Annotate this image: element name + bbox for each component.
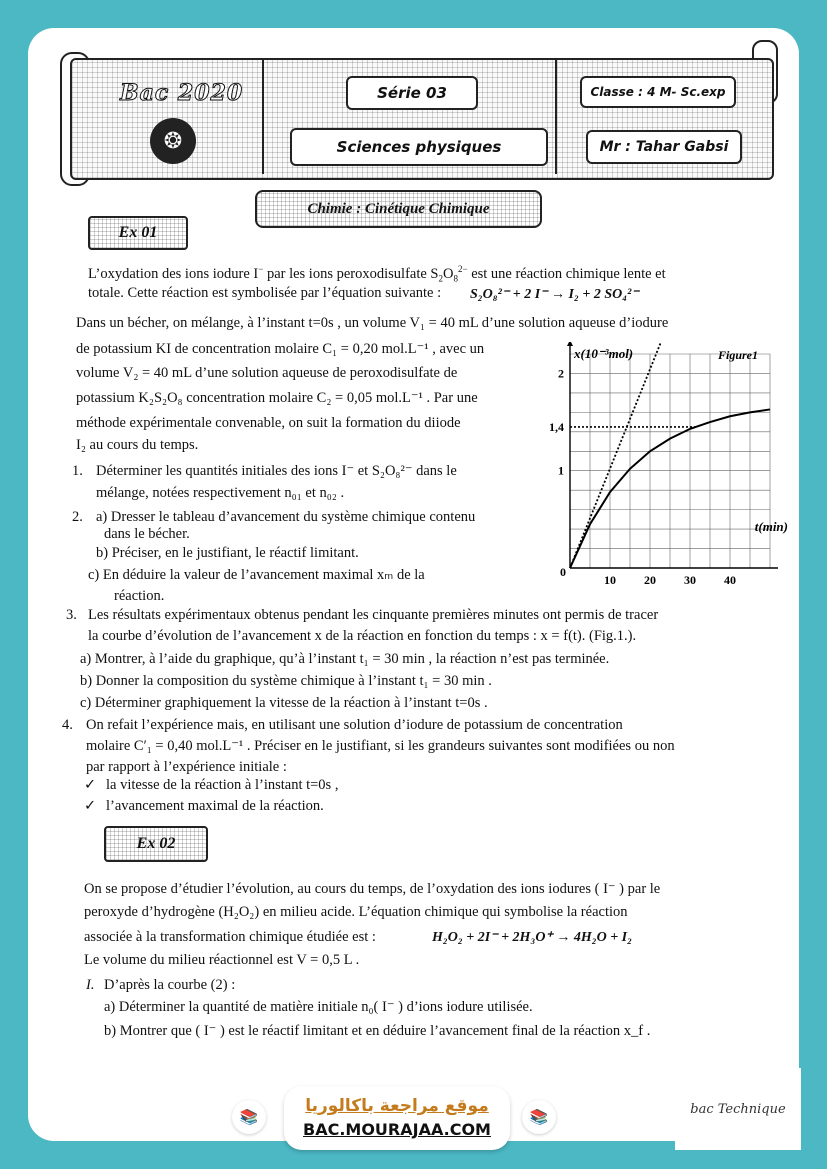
ex1-intro-line2: totale. Cette réaction est symbolisée par l’équation suivante : xyxy=(88,285,442,301)
serie-label: Série 03 xyxy=(346,76,478,110)
q4-check1: la vitesse de la réaction à l’instant t=0s , xyxy=(106,777,339,793)
q3c: c) Déterminer graphiquement la vitesse de la réaction à l’instant t=0s . xyxy=(80,695,488,711)
q3-number: 3. xyxy=(66,607,77,623)
q4-line1: On refait l’expérience mais, en utilisant une solution d’iodure de potassium de concentration xyxy=(86,717,623,733)
ex2-p1: On se propose d’étudier l’évolution, au cours du temps, de l’oxydation des ions iodures ( I⁻ ) par le xyxy=(84,881,661,897)
ex02-label: Ex 02 xyxy=(104,826,208,862)
ex1-equation: S₂O₈²⁻ + 2 I⁻ → I₂ + 2 SO₄²⁻ xyxy=(470,287,639,302)
ex2-q1a: a) Déterminer la quantité de matière initiale n₀( I⁻ ) d’ions iodure utilisée. xyxy=(104,999,533,1015)
ex2-q1-number: I. xyxy=(86,977,95,993)
q2c-line2: réaction. xyxy=(114,588,165,604)
q3b: b) Donner la composition du système chimique à l’instant t₁ = 30 min . xyxy=(80,673,492,689)
chart-title: Figure1 xyxy=(717,347,759,362)
subject-label: Sciences physiques xyxy=(290,128,548,166)
x-tick-label: 40 xyxy=(724,573,736,586)
ex1-intro-line1: L’oxydation des ions iodure I− par les ions peroxodisulfate $S_2O_8^{2-}$ est une réaction chimique lente et xyxy=(88,264,666,284)
ex2-p4: Le volume du milieu réactionnel est V = 0,5 L . xyxy=(84,952,360,968)
classe-label: Classe : 4 M- Sc.exp xyxy=(580,76,736,108)
q2c-line1: c) En déduire la valeur de l’avancement maximal xₘ de la xyxy=(88,567,425,583)
y-tick-label: 1 xyxy=(558,463,564,478)
x-tick-label: 30 xyxy=(684,573,696,586)
y-axis-arrow-icon xyxy=(567,342,573,346)
y-axis-label: x(10⁻³mol) xyxy=(574,346,634,361)
bac-year-title: Bac 2020 xyxy=(120,80,244,106)
ex1-p2: de potassium KI de concentration molaire C₁ = 0,20 mol.L⁻¹ , avec un xyxy=(76,341,485,357)
ex1-p4: potassium K₂S₂O₈ concentration molaire C₂ = 0,05 mol.L⁻¹ . Par une xyxy=(76,390,478,406)
q4-line2: molaire C′₁ = 0,40 mol.L⁻¹ . Préciser en le justifiant, si les grandeurs suivantes sont modifiées ou non xyxy=(86,738,675,754)
ex2-equation: H₂O₂ + 2I⁻ + 2H₃O⁺ → 4H₂O + I₂ xyxy=(432,930,633,945)
ex2-p3: associée à la transformation chimique étudiée est : xyxy=(84,929,376,945)
q2b: b) Préciser, en le justifiant, le réactif limitant. xyxy=(96,545,359,561)
q4-number: 4. xyxy=(62,717,73,733)
ex2-p2: peroxyde d’hydrogène (H₂O₂) en milieu acide. L’équation chimique qui symbolise la réaction xyxy=(84,904,628,920)
school-logo-icon: ❂ xyxy=(150,118,196,164)
q3-line2: la courbe d’évolution de l’avancement x de la réaction en fonction du temps : x = f(t). (Fig.1.). xyxy=(88,628,637,644)
header-divider-1 xyxy=(262,60,264,174)
x-tick-label: 20 xyxy=(644,573,656,586)
q1-number: 1. xyxy=(72,463,83,479)
footer-arabic-title[interactable]: موقع مراجعة باكالوريا xyxy=(305,1096,489,1116)
ex1-p1: Dans un bécher, on mélange, à l’instant t=0s , un volume V₁ = 40 mL d’une solution aqueuse d’iodure xyxy=(76,315,669,331)
checkmark-icon: ✓ xyxy=(84,777,97,793)
origin-label: 0 xyxy=(560,565,566,579)
ex1-p5: méthode expérimentale convenable, on suit la formation du diiode xyxy=(76,415,461,431)
ex2-q1: D’après la courbe (2) : xyxy=(104,977,236,993)
q2a-line1: a) Dresser le tableau d’avancement du système chimique contenu xyxy=(96,509,476,525)
y-tick-label: 2 xyxy=(558,366,564,381)
chapter-title: Chimie : Cinétique Chimique xyxy=(255,190,542,228)
tangent-line xyxy=(570,342,662,568)
q1-line2: mélange, notées respectivement n₀₁ et n₀₂ . xyxy=(96,485,345,501)
ex01-label: Ex 01 xyxy=(88,216,188,250)
q3a: a) Montrer, à l’aide du graphique, qu’à l’instant t₁ = 30 min , la réaction n’est pas terminée. xyxy=(80,651,610,667)
ex1-p6: I₂ au cours du temps. xyxy=(76,437,199,453)
q4-line3: par rapport à l’expérience initiale : xyxy=(86,759,287,775)
y-tick-label: 1,4 xyxy=(549,419,564,434)
x-axis-label: t(min) xyxy=(754,519,788,535)
q4-check2: l’avancement maximal de la réaction. xyxy=(106,798,324,814)
q2a-line2: dans le bécher. xyxy=(104,526,190,542)
q2-number: 2. xyxy=(72,509,83,525)
book-logo-icon: 📚 xyxy=(232,1100,266,1134)
q1-line1: Déterminer les quantités initiales des ions I⁻ et S₂O₈²⁻ dans le xyxy=(96,463,457,479)
bac-technique-logo: bac Technique xyxy=(675,1068,801,1150)
footer-site-banner[interactable] xyxy=(284,1086,510,1150)
ex1-p3: volume V₂ = 40 mL d’une solution aqueuse de peroxodisulfate de xyxy=(76,365,458,381)
book-logo-icon: 📚 xyxy=(522,1100,556,1134)
header-divider-2 xyxy=(555,60,557,174)
ex2-q1b: b) Montrer que ( I⁻ ) est le réactif limitant et en déduire l’avancement final de la réaction x_f . xyxy=(104,1023,651,1039)
q3-line1: Les résultats expérimentaux obtenus pendant les cinquante premières minutes ont permis de tracer xyxy=(88,607,659,623)
teacher-label: Mr : Tahar Gabsi xyxy=(586,130,742,164)
footer-site-link[interactable]: BAC.MOURAJAA.COM xyxy=(303,1120,491,1139)
figure1-chart xyxy=(540,342,790,586)
x-tick-label: 10 xyxy=(604,573,616,586)
checkmark-icon: ✓ xyxy=(84,798,97,814)
